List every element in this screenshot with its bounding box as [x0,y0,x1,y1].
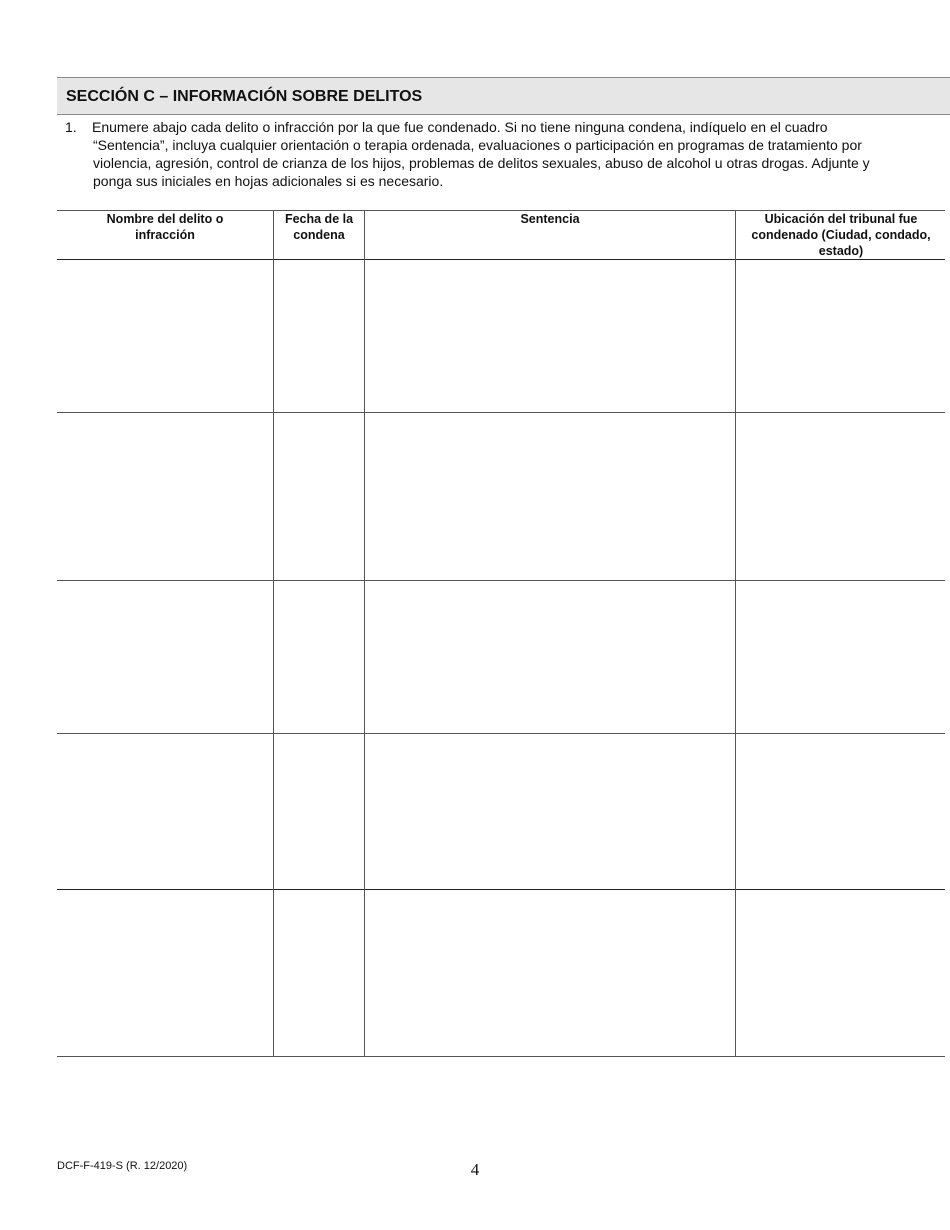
cell-court-location[interactable] [736,413,945,580]
form-id: DCF-F-419-S (R. 12/2020) [57,1160,188,1172]
cell-sentence[interactable] [365,734,735,889]
instruction-number: 1. [65,119,77,135]
section-title: SECCIÓN C – INFORMACIÓN SOBRE DELITOS [66,88,423,105]
cell-offense-name[interactable] [57,413,273,580]
cell-court-location[interactable] [736,581,945,733]
page-number: 4 [470,1160,480,1179]
offenses-table [57,210,945,1057]
instruction-line-1: Enumere abajo cada delito o infracción por la que fue condenado. Si no tiene ninguna condena, indíquelo en el cuadro [92,119,828,135]
header-conviction-date: Fecha de la condena [284,212,354,242]
cell-conviction-date[interactable] [274,413,364,580]
instruction-text [57,118,950,190]
cell-offense-name[interactable] [57,734,273,889]
cell-offense-name[interactable] [57,891,273,1056]
cell-court-location[interactable] [736,734,945,889]
cell-conviction-date[interactable] [274,581,364,733]
instruction-line-3: violencia, agresión, control de crianza de los hijos, problemas de delitos sexuales, abuso de alcohol u otras drogas. Adjunte y [93,155,870,171]
cell-conviction-date[interactable] [274,891,364,1056]
section-c-header [57,77,950,115]
cell-conviction-date[interactable] [274,734,364,889]
instruction-line-2: “Sentencia”, incluya cualquier orientación o terapia ordenada, evaluaciones o participación en programas de tratamiento por [93,137,862,153]
cell-conviction-date[interactable] [274,260,364,412]
cell-court-location[interactable] [736,891,945,1056]
cell-sentence[interactable] [365,581,735,733]
row-divider [57,889,945,890]
cell-offense-name[interactable] [57,581,273,733]
instruction-line-4: ponga sus iniciales en hojas adicionales si es necesario. [93,173,444,189]
cell-sentence[interactable] [365,413,735,580]
cell-court-location[interactable] [736,260,945,412]
header-court-location: Ubicación del tribunal fue condenado (Ciudad, condado, estado) [751,212,931,258]
header-offense-name: Nombre del delito o infracción [106,212,224,242]
cell-offense-name[interactable] [57,260,273,412]
table-bottom-rule [57,1056,945,1057]
header-sentence: Sentencia [520,212,580,226]
cell-sentence[interactable] [365,260,735,412]
cell-sentence[interactable] [365,891,735,1056]
